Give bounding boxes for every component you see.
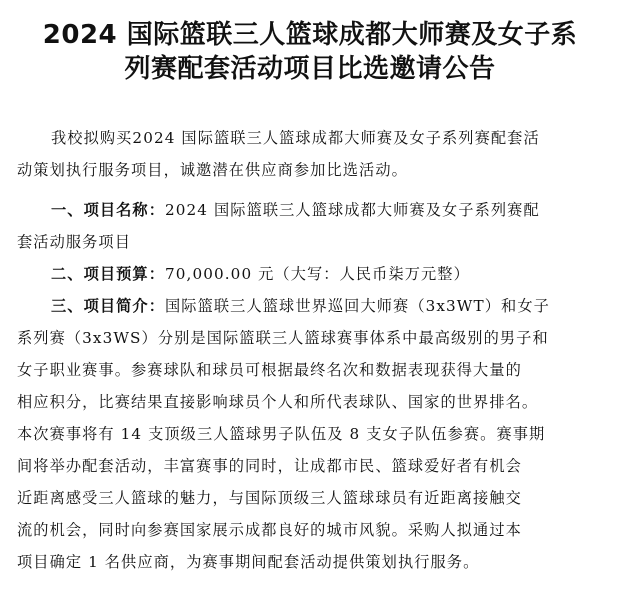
project-intro-line: 项目确定 1 名供应商，为赛事期间配套活动提供策划执行服务。: [17, 553, 480, 571]
intro-line-1: 我校拟购买2024 国际篮联三人篮球成都大师赛及女子系列赛配套活: [51, 129, 540, 147]
project-intro-first-line: 国际篮联三人篮球世界巡回大师赛（3x3WT）和女子: [165, 297, 550, 315]
project-intro-line: 相应积分，比赛结果直接影响球员个人和所代表球队、国家的世界排名。: [17, 393, 539, 411]
project-intro-line: 女子职业赛事。参赛球队和球员可根据最终名次和数据表现获得大量的: [17, 361, 522, 379]
project-name-value: 2024 国际篮联三人篮球成都大师赛及女子系列赛配: [165, 201, 540, 219]
project-intro-line: 间将举办配套活动，丰富赛事的同时，让成都市民、篮球爱好者有机会: [17, 457, 522, 475]
document-title-line-2: 列赛配套活动项目比选邀请公告: [124, 54, 496, 84]
project-intro-label: 三、项目简介：: [51, 297, 166, 315]
intro-line-2: 动策划执行服务项目，诚邀潜在供应商参加比选活动。: [17, 161, 408, 179]
section-project-intro: [51, 294, 550, 318]
project-name-continuation: 套活动服务项目: [17, 233, 132, 251]
project-intro-line: 流的机会，同时向参赛国家展示成都良好的城市风貌。采购人拟通过本: [17, 521, 522, 539]
project-name-label: 一、项目名称：: [51, 201, 166, 219]
section-project-name: [51, 198, 540, 222]
project-budget-value: 70,000.00 元（大写：人民币柒万元整）: [165, 265, 470, 283]
project-budget-label: 二、项目预算：: [51, 265, 166, 283]
project-intro-line: 系列赛（3x3WS）分别是国际篮联三人篮球赛事体系中最高级别的男子和: [17, 329, 549, 347]
section-project-budget: [51, 262, 470, 286]
document-title-line-1: 2024 国际篮联三人篮球成都大师赛及女子系: [42, 20, 578, 50]
project-intro-line: 本次赛事将有 14 支顶级三人篮球男子队伍及 8 支女子队伍参赛。赛事期: [17, 425, 546, 443]
project-intro-line: 近距离感受三人篮球的魅力，与国际顶级三人篮球球员有近距离接触交: [17, 489, 522, 507]
